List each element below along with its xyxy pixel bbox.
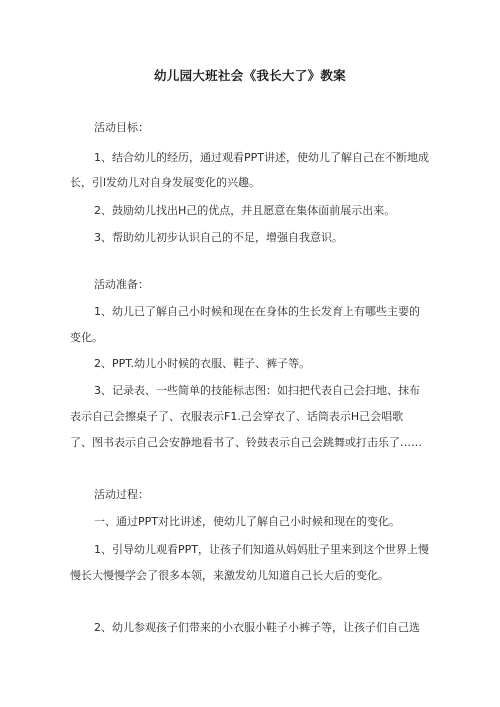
paragraph-line: 表示自己会擦桌子了、衣服表示F1.己会穿衣了、话筒表示H己会唱歌 — [70, 410, 404, 423]
paragraph-line: 2、幼儿参观孩子们带来的小衣服小鞋子小裤子等，让孩子们自己选 — [94, 621, 420, 634]
paragraph-line: 1、结合幼儿的经历，通过观看PPT讲述，使幼儿了解自己在不断地成 — [94, 151, 429, 164]
paragraph-line: 一、通过PPT对比讲述，使幼儿了解自己小时候和现在的变化。 — [94, 515, 400, 528]
paragraph-line: 慢长大慢慢学会了很多本领，来激发幼儿知道自己长大后的变化。 — [70, 569, 389, 582]
section-heading-goals: 活动目标： — [94, 121, 149, 134]
paragraph-line: 长，引l发幼儿对自身发展变化的兴趣。 — [70, 176, 261, 189]
paragraph-line: 变化。 — [70, 331, 103, 344]
paragraph-line: 3、记录表、一些简单的技能标志图：如扫把代表自己会扫地、抹布 — [94, 384, 420, 397]
paragraph-line: 3、帮助幼儿初步认识自己的不足，增强自我意识。 — [94, 231, 343, 244]
document-title: 幼儿园大班社会《我长大了》教案 — [153, 68, 346, 83]
paragraph-line: 2、鼓励幼儿找出H己的优点，并且愿意在集体面前展示出来。 — [94, 204, 396, 217]
paragraph-line: 2、PPT.幼儿小时候的衣服、鞋子、裤子等。 — [94, 357, 311, 370]
section-heading-prep: 活动准备： — [94, 278, 149, 291]
paragraph-line: 了、图书表示自己会安静地看书了、铃鼓表示自己会跳舞或打击乐了…… — [70, 436, 422, 449]
paragraph-line: 1、幼儿已了解自己小时候和现在在身体的生长发育上有哪些主要的 — [94, 305, 420, 318]
section-heading-process: 活动过程： — [94, 488, 149, 501]
paragraph-line: 1、引导幼儿观看PPT，让孩子们知道从妈妈肚子里来到这个世界上慢 — [94, 543, 429, 556]
